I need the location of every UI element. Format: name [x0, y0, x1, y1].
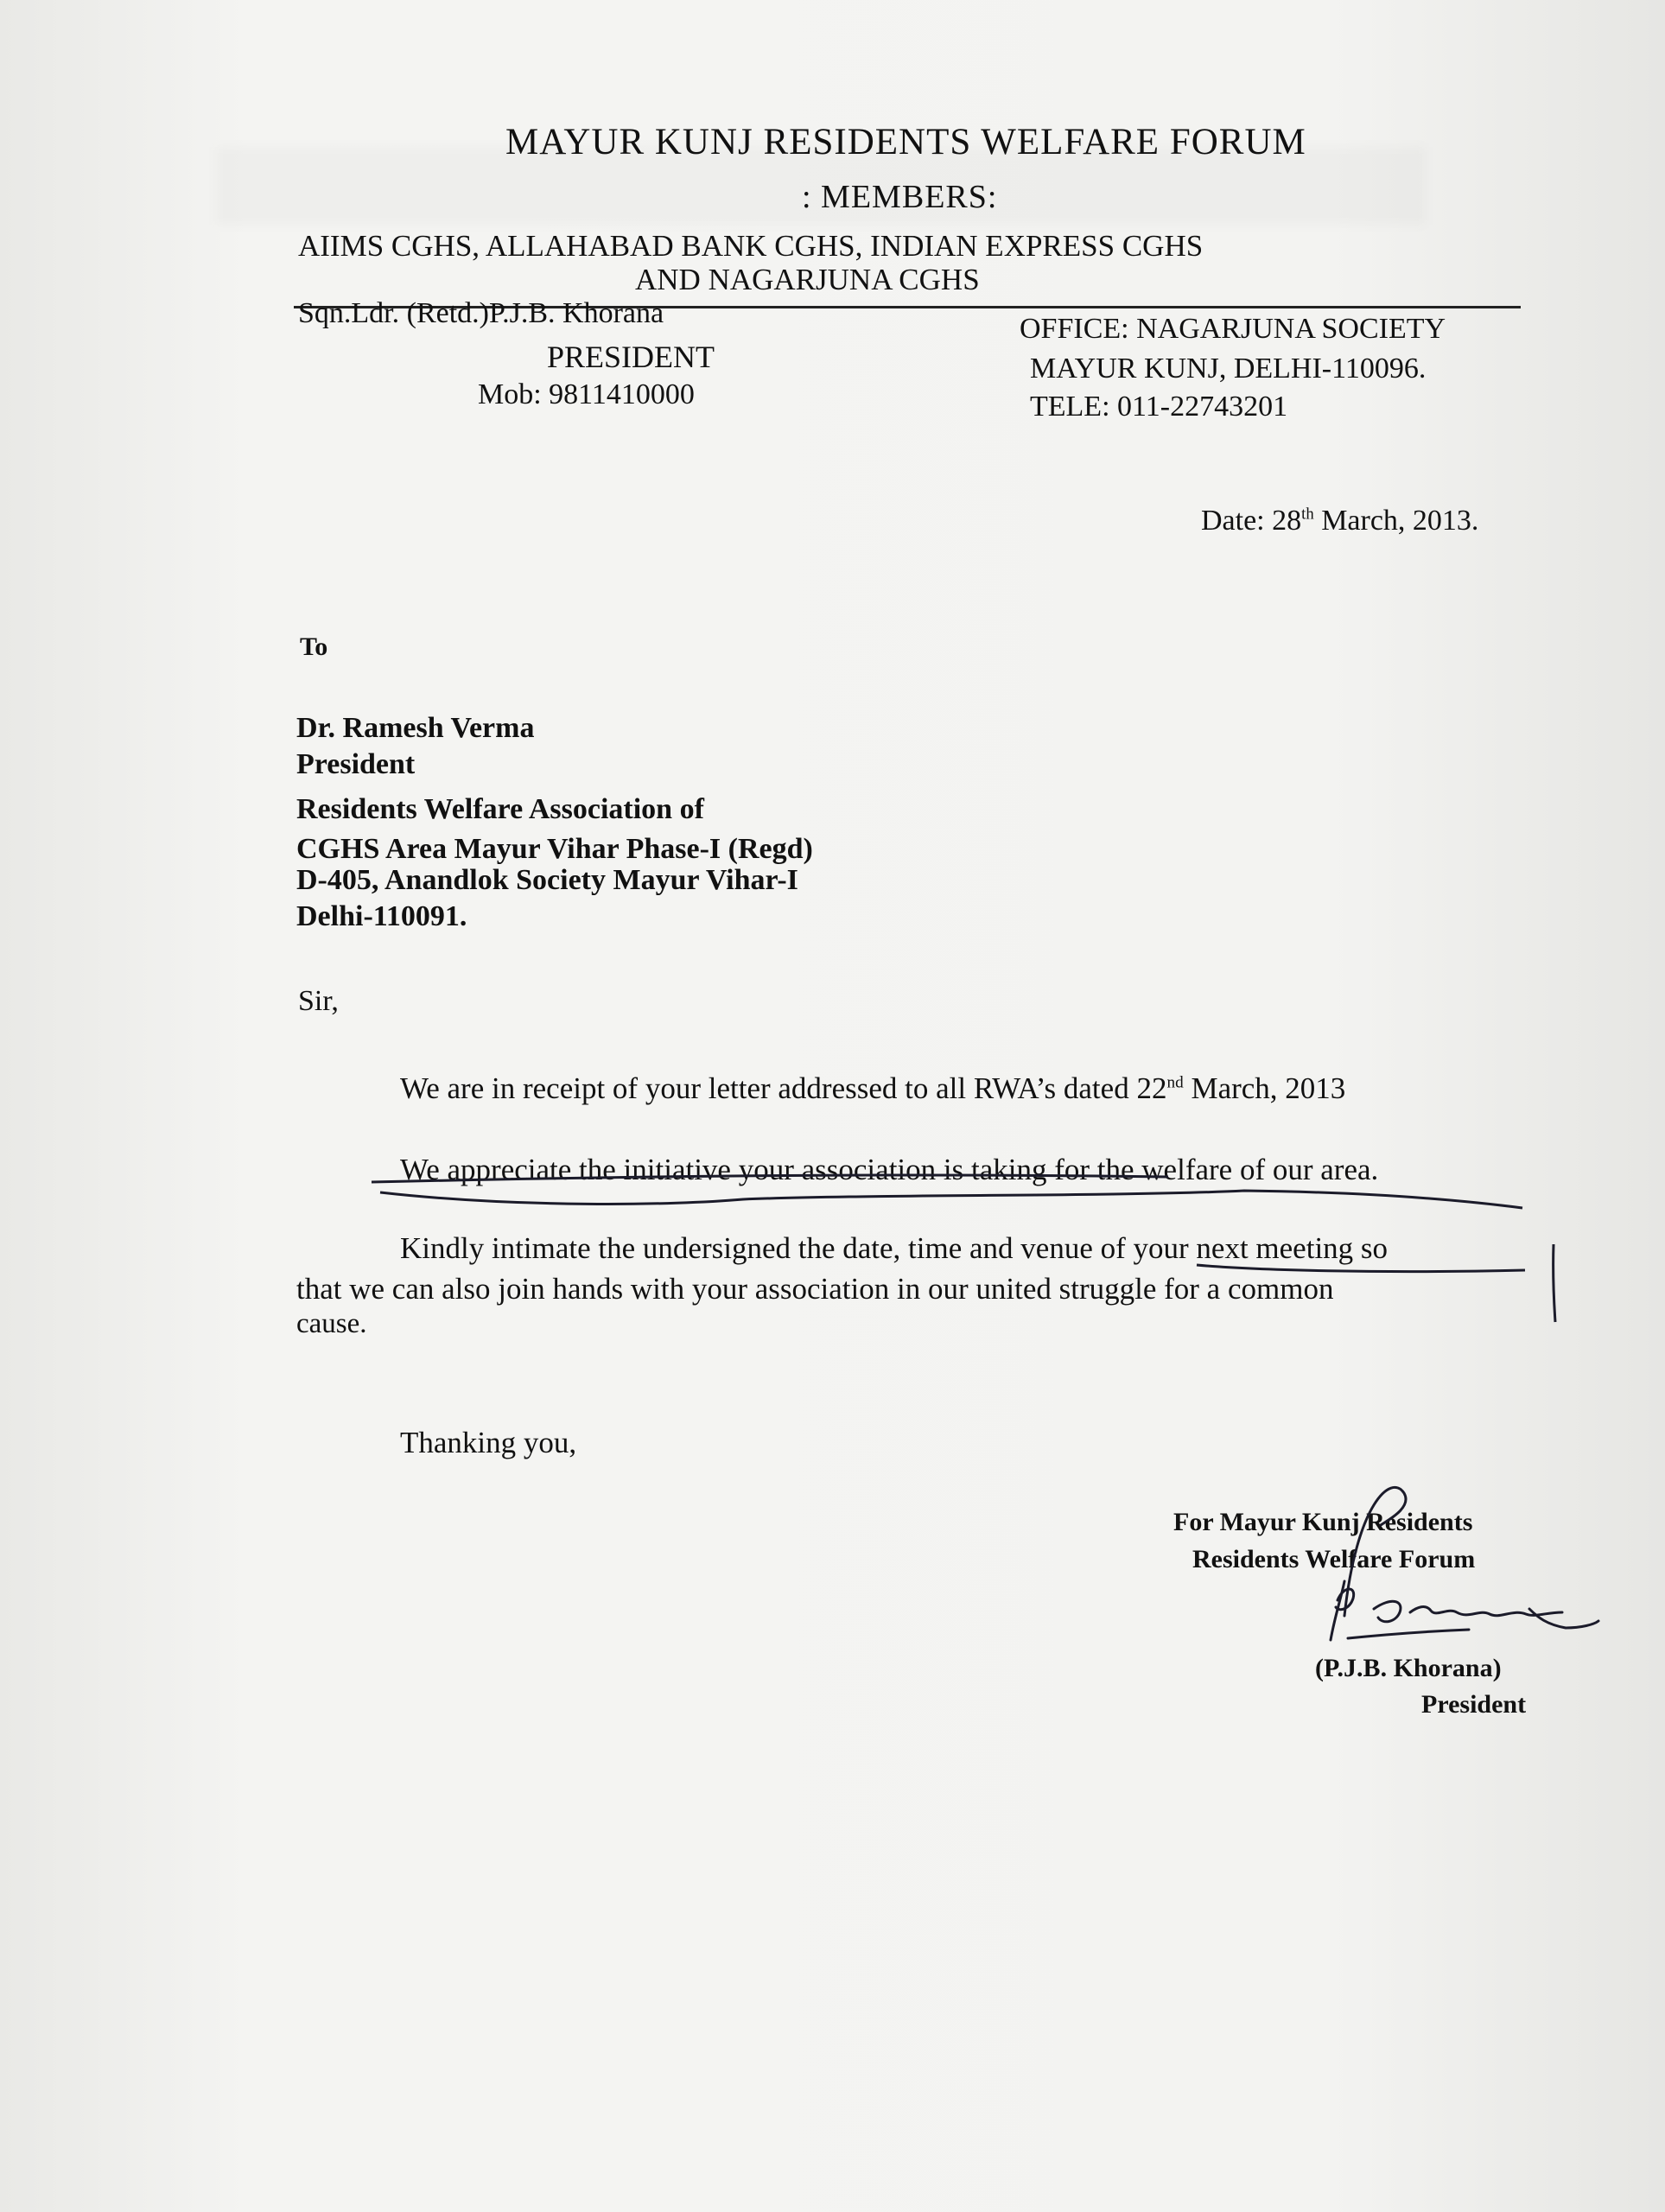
president-name: Sqn.Ldr. (Retd.)P.J.B. Khorana [298, 297, 664, 329]
recipient-title: President [296, 748, 416, 780]
paragraph-3-line-3: cause. [296, 1308, 367, 1339]
recipient-org-1: Residents Welfare Association of [296, 793, 704, 825]
signatory-title: President [1421, 1690, 1527, 1719]
to-label: To [300, 632, 328, 661]
recipient-org-2: CGHS Area Mayur Vihar Phase-I (Regd) [296, 833, 813, 865]
paragraph-3-line-2: that we can also join hands with your association in our united struggle for a common [296, 1272, 1334, 1306]
office-tele: TELE: 011-22743201 [1030, 391, 1288, 423]
signature-org-line-1: For Mayur Kunj Residents [1173, 1508, 1473, 1536]
handwritten-signature [1331, 1487, 1598, 1640]
president-title: PRESIDENT [547, 340, 715, 374]
members-line-2: AND NAGARJUNA CGHS [635, 263, 980, 296]
salutation: Sir, [298, 985, 339, 1017]
underline-stroke-2 [380, 1191, 1522, 1208]
members-line-1: AIIMS CGHS, ALLAHABAD BANK CGHS, INDIAN EXPRESS CGHS [298, 229, 1204, 263]
org-name: MAYUR KUNJ RESIDENTS WELFARE FORUM [505, 122, 1306, 162]
paragraph-3-line-1: Kindly intimate the undersigned the date, time and venue of your next meeting so [400, 1231, 1389, 1265]
paragraph-1: We are in receipt of your letter addressed to all RWA’s dated 22nd March, 2013 [400, 1071, 1346, 1105]
margin-mark [1554, 1244, 1555, 1322]
closing: Thanking you, [400, 1426, 577, 1459]
office-line-2: MAYUR KUNJ, DELHI-110096. [1030, 353, 1427, 385]
president-mobile: Mob: 9811410000 [478, 378, 695, 410]
recipient-address: D-405, Anandlok Society Mayur Vihar-I [296, 864, 798, 896]
members-label: : MEMBERS: [802, 179, 998, 215]
letter-date: Date: 28th March, 2013. [1201, 505, 1479, 537]
office-line-1: OFFICE: NAGARJUNA SOCIETY [1020, 313, 1446, 345]
paragraph-2: We appreciate the initiative your association is taking for the welfare of our area. [400, 1153, 1379, 1186]
underline-stroke-3 [1197, 1265, 1525, 1272]
signature-org-line-2: Residents Welfare Forum [1192, 1545, 1476, 1573]
underline-stroke-1 [372, 1175, 1168, 1182]
signatory-name: (P.J.B. Khorana) [1315, 1654, 1502, 1682]
recipient-city: Delhi-110091. [296, 900, 467, 932]
recipient-name: Dr. Ramesh Verma [296, 712, 535, 744]
